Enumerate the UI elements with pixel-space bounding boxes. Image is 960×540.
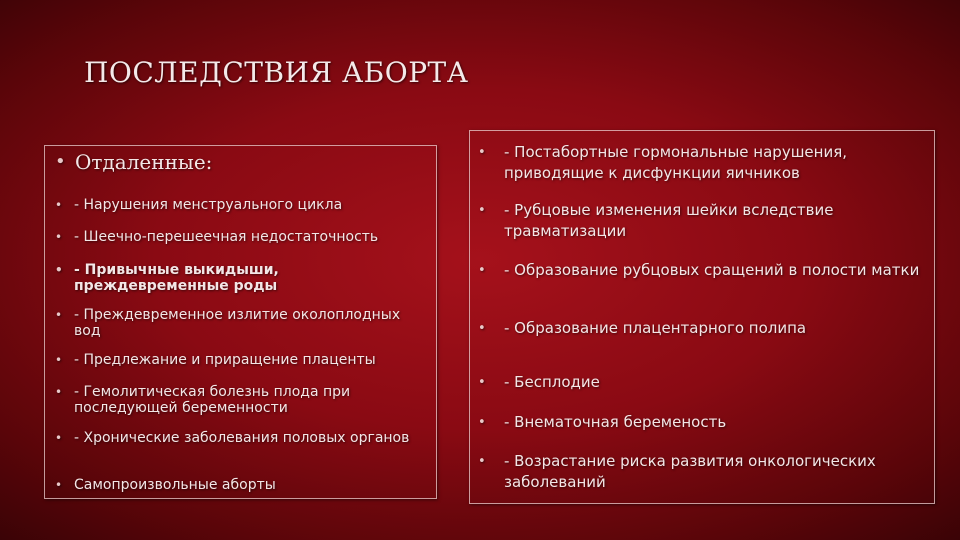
list-item [478,372,926,393]
list-item [478,318,926,339]
list-item-text: - Бесплодие [504,373,600,391]
list-item [478,142,926,184]
list-item-text: - Образование рубцовых сращений в полости матки [504,261,920,279]
list-item [55,384,425,416]
slide-title: ПОСЛЕДСТВИЯ АБОРТА [84,56,469,89]
late-consequences-panel [44,145,437,499]
list-item-text: - Постабортные гормональные нарушения, приводящие к дисфункции яичников [504,143,847,182]
bullet-icon: • [55,151,66,172]
bullet-icon: • [478,454,486,469]
bullet-icon: • [478,263,486,278]
list-item-text: - Шеечно-перешеечная недостаточность [74,229,379,245]
list-item [55,307,425,339]
list-item [55,430,425,446]
bullet-icon: • [55,385,63,399]
header-label: Отдаленные: [75,150,213,174]
bullet-icon: • [478,145,486,160]
list-item [55,229,425,245]
bullet-icon: • [55,308,63,322]
list-item [55,197,425,213]
list-item [55,477,425,493]
list-item-text: - Предлежание и приращение плаценты [74,352,376,368]
list-item-text: - Хронические заболевания половых органов [74,430,410,446]
bullet-icon: • [55,198,63,212]
list-item-text: - Рубцовые изменения шейки вследствие травматизации [504,201,834,240]
bullet-icon: • [55,230,63,244]
list-item [478,412,926,433]
list-item-text: Самопроизвольные аборты [74,477,276,493]
list-item-text: - Гемолитическая болезнь плода при последующей беременности [74,384,351,416]
list-item-text: - Привычные выкидыши, преждевременные роды [74,262,279,294]
list-item [55,352,425,368]
list-item-text: - Преждевременное излитие околоплодных вод [74,307,401,339]
bullet-icon: • [478,415,486,430]
consequences-list-panel [469,130,935,504]
list-item-text: - Внематочная беременость [504,413,727,431]
bullet-icon: • [55,431,63,445]
list-item [478,260,926,281]
list-item [478,451,926,493]
late-consequences-header [55,150,425,174]
list-item [55,262,425,294]
bullet-icon: • [478,321,486,336]
bullet-icon: • [478,203,486,218]
bullet-icon: • [55,353,63,367]
bullet-icon: • [55,478,63,492]
list-item-text: - Возрастание риска развития онкологических заболеваний [504,452,876,491]
bullet-icon: • [478,375,486,390]
bullet-icon: • [55,263,63,277]
list-item-text: - Образование плацентарного полипа [504,319,807,337]
list-item [478,200,926,242]
list-item-text: - Нарушения менструального цикла [74,197,343,213]
